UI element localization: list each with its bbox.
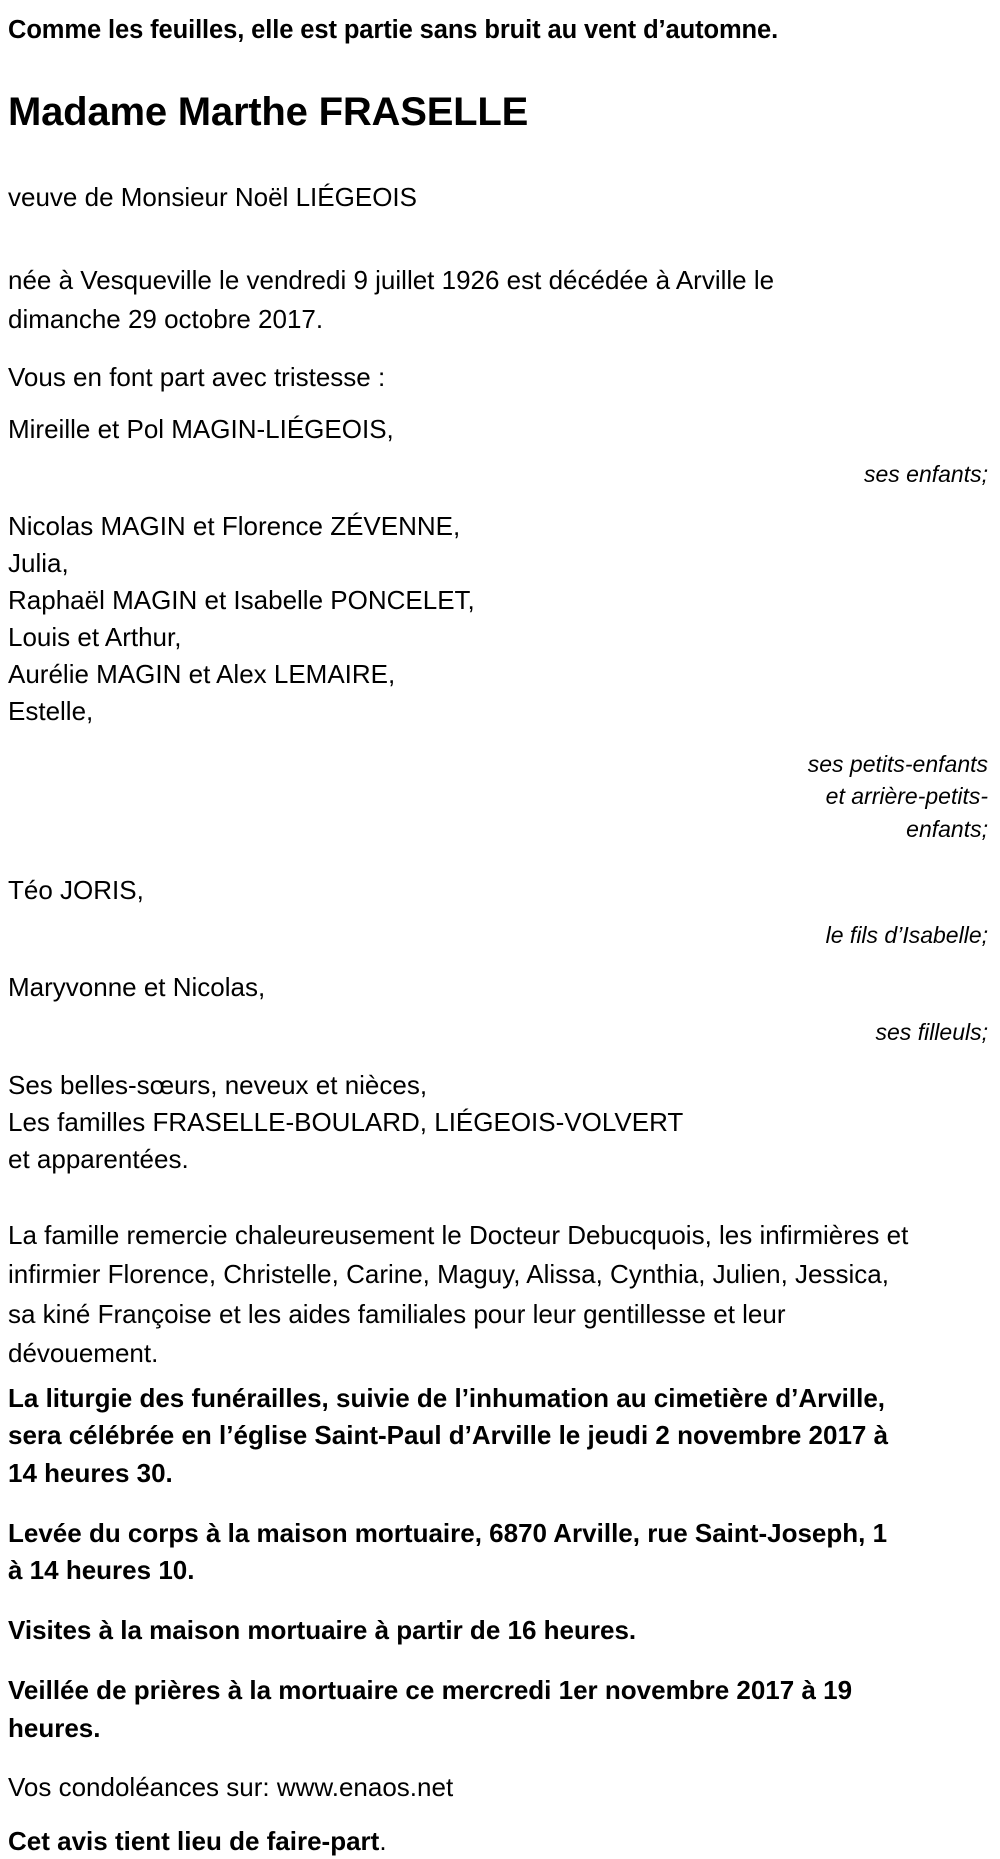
family-grandchild-line: Nicolas MAGIN et Florence ZÉVENNE, <box>8 511 461 542</box>
closing-line <box>8 1823 990 1859</box>
family-grandchild-line: Raphaël MAGIN et Isabelle PONCELET, <box>8 585 475 616</box>
thanks-paragraph: La famille remercie chaleureusement le Docteur Debucquois, les infirmières et infirmier Florence, Christelle, Carine, Maguy, Alissa, Cynthia, Julien, Jessica, sa kiné Françoise et les aides familiales pour leur gentillesse et leur dévouement. <box>8 1219 909 1369</box>
relation-line: ses petits-enfants <box>807 750 988 777</box>
vigil-paragraph: Veillée de prières à la mortuaire ce mercredi 1er novembre 2017 à 19 heures. <box>8 1674 853 1743</box>
family-children-names: Mireille et Pol MAGIN-LIÉGEOIS, <box>8 413 394 444</box>
spacer <box>8 846 990 872</box>
family-godchildren-names: Maryvonne et Nicolas, <box>8 972 266 1003</box>
family-list <box>8 411 990 1178</box>
family-grandchild-line: Aurélie MAGIN et Alex LEMAIRE, <box>8 659 396 690</box>
spacer <box>8 730 990 748</box>
liturgy-paragraph: La liturgie des funérailles, suivie de l’inhumation au cimetière d’Arville, sera célébrée en l’église Saint-Paul d’Arville le jeudi 2 novembre 2017 à 14 heures 30. <box>8 1382 889 1489</box>
closing-bold-text: Cet avis tient lieu de faire-part <box>8 1825 380 1856</box>
family-grandchild-line: Estelle, <box>8 695 94 726</box>
family-grandchild-line: Louis et Arthur, <box>8 622 182 653</box>
spouse-line: veuve de Monsieur Noël LIÉGEOIS <box>8 181 417 212</box>
epitaph-text: Comme les feuilles, elle est partie sans bruit au vent d’automne. <box>8 16 779 44</box>
notice-content <box>8 14 990 1859</box>
deceased-name-heading: Madame Marthe FRASELLE <box>8 89 529 134</box>
relation-line: enfants; <box>906 816 988 843</box>
relation-line: et arrière-petits- <box>825 783 988 810</box>
announcement-lead: Vous en font part avec tristesse : <box>8 362 386 393</box>
closing-period: . <box>379 1825 387 1856</box>
family-grandchild-line: Julia, <box>8 548 69 579</box>
visits-paragraph: Visites à la maison mortuaire à partir de 16 heures. <box>8 1615 637 1646</box>
spacer <box>8 951 990 969</box>
spacer <box>8 909 990 919</box>
spacer <box>8 490 990 508</box>
body-removal-paragraph: Levée du corps à la maison mortuaire, 6870 Arville, rue Saint-Joseph, 1 à 14 heures 10. <box>8 1517 888 1586</box>
family-son-name: Téo JORIS, <box>8 874 144 905</box>
service-details <box>8 1380 990 1748</box>
relation-label-grandchildren <box>8 748 990 846</box>
birth-death-line: née à Vesqueville le vendredi 9 juillet 1926 est décédée à Arville le dimanche 29 octobre 2017. <box>8 265 775 334</box>
family-in-laws-line: Ses belles-sœurs, neveux et nièces, <box>8 1069 428 1100</box>
relation-label-son: le fils d’Isabelle; <box>825 921 988 948</box>
spacer <box>8 1006 990 1016</box>
spacer <box>8 1049 990 1067</box>
spacer <box>8 448 990 458</box>
relation-label-children: ses enfants; <box>863 460 988 487</box>
family-surnames-line: Les familles FRASELLE-BOULARD, LIÉGEOIS-VOLVERT <box>8 1106 684 1137</box>
relation-label-godchildren: ses filleuls; <box>875 1019 988 1046</box>
condolences-line: Vos condoléances sur: www.enaos.net <box>8 1772 454 1803</box>
spacer <box>8 1178 990 1216</box>
family-related-line: et apparentées. <box>8 1143 189 1174</box>
